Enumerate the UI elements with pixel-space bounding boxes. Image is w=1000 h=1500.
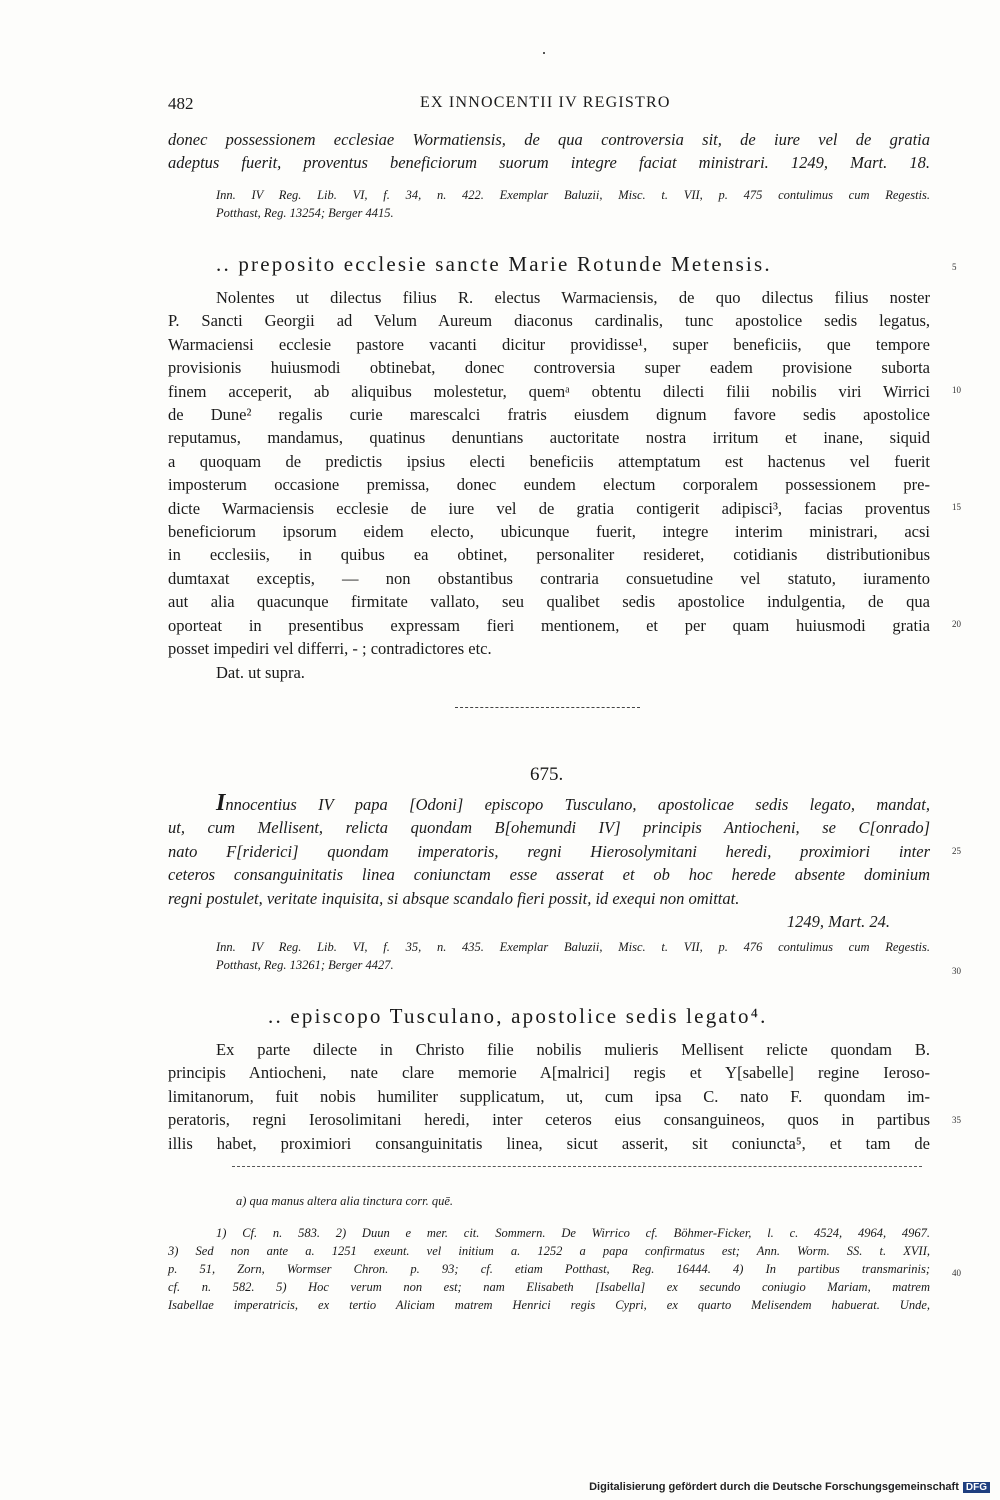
line-number: 35	[952, 1115, 961, 1125]
text-line: Inn. IV Reg. Lib. VI, f. 34, n. 422. Exemplar Baluzii, Misc. t. VII, p. 475 contulimus cum Regestis.	[216, 188, 930, 202]
text-line: p. 51, Zorn, Wormser Chron. p. 93; cf. etiam Potthast, Reg. 16444. 4) In partibus transmarinis;	[168, 1262, 930, 1276]
text-line: oporteat in presentibus expressam fieri mentionem, et per quam huiusmodi gratia	[168, 615, 930, 635]
letter-body	[168, 286, 930, 684]
variant-note	[236, 1192, 930, 1210]
text-line: regni postulet, veritate inquisita, si absque scandalo fieri possit, id exequi non omittat.	[168, 888, 740, 908]
dating-clause: Dat. ut supra.	[216, 662, 305, 682]
separator	[232, 1166, 922, 1167]
text-line: cf. n. 582. 5) Hoc verum non est; nam Elisabeth [Isabella] ex secundo coniugio Mariam, matrem	[168, 1280, 930, 1294]
line-number: 25	[952, 846, 961, 856]
line-number: 20	[952, 619, 961, 629]
dfg-logo: DFG	[963, 1482, 990, 1493]
previous-summary	[168, 128, 930, 175]
initial-letter: I	[216, 790, 226, 816]
entry-date: 1249, Mart. 24.	[786, 912, 890, 932]
text-line: aut alia quacunque firmitate vallato, seu qualibet sedis apostolice indulgentia, de qua	[168, 592, 930, 612]
text-line: Ex parte dilecte in Christo filie nobilis mulieris Mellisent relicte quondam B.	[216, 1040, 930, 1059]
line-number: 5	[952, 262, 957, 272]
footnotes	[168, 1224, 930, 1314]
text-line: limitanorum, fuit nobis humiliter supplicatum, ut, cum ipsa C. nato F. quondam im-	[168, 1086, 930, 1106]
text-line: finem acceperit, ab aliquibus molestetur, quemᵃ obtentu dilecti filii nobilis viri Wirrici	[168, 381, 930, 401]
text-line: in ecclesiis, in quibus ea obtinet, personaliter resideret, cotidianis distributionibus	[168, 545, 930, 565]
text-line: Warmaciensi ecclesie pastore vacanti dicitur providisse¹, super beneficiis, que tempore	[168, 334, 930, 354]
text-line: Potthast, Reg. 13254; Berger 4415.	[216, 206, 394, 220]
text-line: illis habet, proximiori consanguinitatis linea, sicut asserit, sit coniuncta⁵, et tam de	[168, 1133, 930, 1153]
text-line: provisionis huiusmodi obtinebat, donec controversia super eadem provisione suborta	[168, 358, 930, 378]
text-line: Innocentius IV papa [Odoni] episcopo Tusculano, apostolicae sedis legato, mandat,	[216, 790, 930, 816]
letter-heading: .. episcopo Tusculano, apostolice sedis legato⁴.	[268, 1004, 768, 1028]
text-line: adeptus fuerit, proventus beneficiorum suorum integre faciat ministrari. 1249, Mart. 18.	[168, 153, 930, 173]
separator	[455, 707, 640, 708]
speck	[543, 52, 545, 54]
text-line: dumtaxat exceptis, — non obstantibus contraria consuetudine vel statuto, iuramento	[168, 568, 930, 588]
text-line: reputamus, mandamus, quatinus denuntians auctoritate nostra irritum et inane, siquid	[168, 428, 930, 448]
text-line: P. Sancti Georgii ad Velum Aureum diaconus cardinalis, tunc apostolice sedis legatus,	[168, 311, 930, 331]
text-line: Isabellae imperatricis, ex tertio Aliciam matrem Henrici regis Cypri, ex quarto Melisendem habuerat. Unde,	[168, 1298, 930, 1312]
entry-summary	[168, 792, 930, 933]
source-note	[216, 938, 930, 974]
text-line: ceteros consanguinitatis linea coniunctam esse asserat et ob hoc herede absente dominium	[168, 865, 930, 885]
page-number: 482	[168, 94, 194, 113]
text-line: 3) Sed non ante a. 1251 exeunt. vel initium a. 1252 a papa confirmatus est; Ann. Worm. SS. t. XVII,	[168, 1244, 930, 1258]
entry-number: 675.	[530, 764, 564, 785]
text-line: peratoris, regni Ierosolimitani heredi, inter ceteros eius consanguineos, quos in partibus	[168, 1110, 930, 1130]
letter-body	[168, 1038, 930, 1155]
text-line: a quoquam de predictis ipsius electi beneficiis attemptatum est hactenus vel fuerit	[168, 451, 930, 471]
text-line: beneficiorum ipsorum eidem electo, ubicunque fuerit, integre interim ministrari, acsi	[168, 522, 930, 542]
text-line: nato F[riderici] quondam imperatoris, regni Hierosolymitani heredi, proximiori inter	[168, 841, 930, 861]
text-line: de Dune² regalis curie marescalci fratris eiusdem dignum favore sedis apostolice	[168, 405, 930, 425]
text-line: imposterum occasione premissa, donec eundem electum corporalem possessionem pre-	[168, 475, 930, 495]
line-number: 15	[952, 502, 961, 512]
text-line: Nolentes ut dilectus filius R. electus Warmaciensis, de quo dilectus filius noster	[216, 288, 930, 307]
line-number: 40	[952, 1268, 961, 1278]
line-number: 30	[952, 966, 961, 976]
running-title: EX INNOCENTII IV REGISTRO	[420, 94, 671, 111]
text-line: 1) Cf. n. 583. 2) Duun e mer. cit. Sommern. De Wirrico cf. Böhmer-Ficker, l. c. 4524, 4964, 4967.	[216, 1226, 930, 1240]
line-number: 10	[952, 385, 961, 395]
letter-heading: .. preposito ecclesie sancte Marie Rotunde Metensis.	[216, 252, 772, 276]
text-line: donec possessionem ecclesiae Wormatiensis, de qua controversia sit, de iure vel de gratia	[168, 130, 930, 149]
text-line: dicte Warmaciensis ecclesie de iure vel de gratia contigerit adipisci³, facias proventus	[168, 498, 930, 518]
text-line: principis Antiocheni, nate clare memorie A[malrici] regis et Y[sabelle] regine Ieroso-	[168, 1063, 930, 1083]
text-line: Inn. IV Reg. Lib. VI, f. 35, n. 435. Exemplar Baluzii, Misc. t. VII, p. 476 contulimus cum Regestis.	[216, 940, 930, 954]
text-line: ut, cum Mellisent, relicta quondam B[ohemundi IV] principis Antiocheni, se C[onrado]	[168, 818, 930, 838]
digitization-notice: Digitalisierung gefördert durch die Deutsche Forschungsgemeinschaft DFG	[589, 1474, 1000, 1500]
text-line: posset impediri vel differri, - ; contradictores etc.	[168, 639, 492, 659]
text-line: Potthast, Reg. 13261; Berger 4427.	[216, 958, 394, 972]
source-note	[216, 186, 930, 222]
text-line: a) qua manus altera alia tinctura corr. quē.	[236, 1194, 454, 1208]
